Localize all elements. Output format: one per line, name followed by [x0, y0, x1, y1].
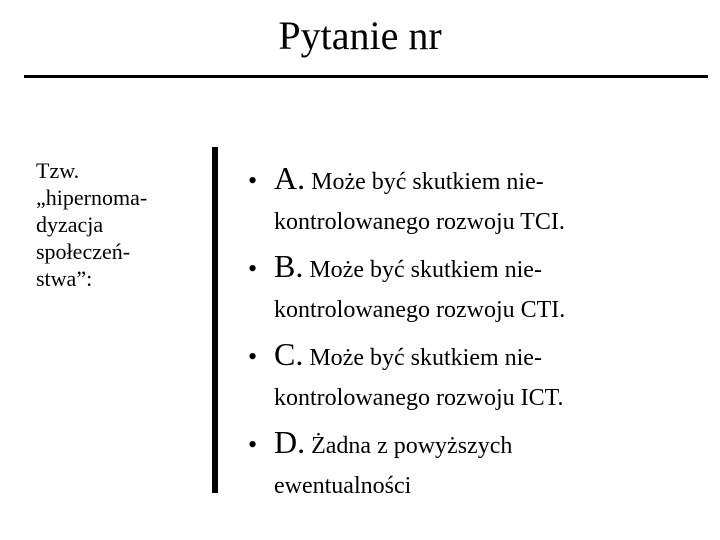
answer-list: [248, 160, 708, 512]
question-text: [36, 157, 196, 292]
question-line: „hipernoma-: [36, 185, 148, 210]
bullet-icon: •: [248, 342, 258, 371]
answer-a[interactable]: [248, 160, 708, 248]
bullet-icon: •: [248, 254, 258, 283]
column-divider: [212, 147, 218, 493]
answer-text-line1: Może być skutkiem nie-: [309, 257, 542, 283]
answer-text-line2: kontrolowanego rozwoju ICT.: [274, 385, 564, 411]
answer-text-line1: Może być skutkiem nie-: [309, 345, 542, 371]
answer-text-line2: kontrolowanego rozwoju CTI.: [274, 297, 566, 323]
question-line: dyzacja: [36, 212, 104, 237]
answer-b[interactable]: [248, 248, 708, 336]
question-line: Tzw.: [36, 158, 80, 183]
answer-d[interactable]: [248, 424, 708, 512]
slide-title: Pytanie nr: [278, 13, 442, 58]
answer-letter: D.: [274, 424, 306, 460]
answer-letter: B.: [274, 248, 304, 284]
answer-c[interactable]: [248, 336, 708, 424]
question-line: społeczeń-: [36, 239, 131, 264]
answer-text-line1: Może być skutkiem nie-: [311, 169, 544, 195]
title-divider: [24, 75, 708, 78]
question-line: stwa”:: [36, 266, 93, 291]
answer-letter: A.: [274, 160, 306, 196]
answer-letter: C.: [274, 336, 304, 372]
answer-text-line2: ewentualności: [274, 473, 412, 499]
answer-text-line1: Żadna z powyższych: [311, 433, 513, 459]
bullet-icon: •: [248, 166, 258, 195]
bullet-icon: •: [248, 430, 258, 459]
answer-text-line2: kontrolowanego rozwoju TCI.: [274, 209, 565, 235]
